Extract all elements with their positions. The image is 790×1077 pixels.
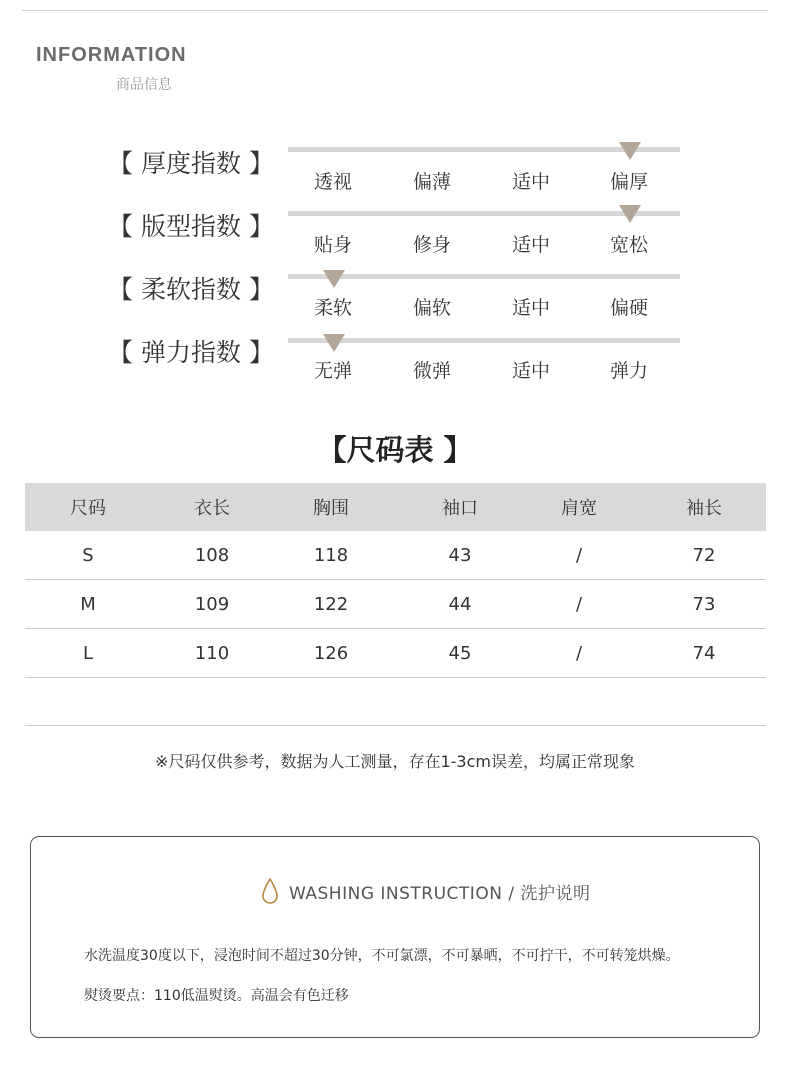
- softness-option: 偏软: [413, 297, 452, 319]
- softness-index-label: 【 柔软指数 】: [108, 275, 274, 304]
- thickness-option: 透视: [314, 171, 353, 193]
- fit-index-label: 【 版型指数 】: [108, 212, 274, 241]
- table-cell: S: [82, 544, 94, 566]
- fit-option: 贴身: [314, 234, 353, 256]
- table-cell: /: [575, 593, 583, 615]
- thickness-option: 偏厚: [610, 171, 649, 193]
- elasticity-option: 适中: [512, 360, 551, 382]
- table-cell: 45: [448, 642, 472, 664]
- table-cell: 109: [194, 593, 230, 615]
- water-drop-icon: [261, 877, 279, 905]
- fit-option: 宽松: [610, 234, 649, 256]
- size-table-title: 【尺码表 】: [317, 433, 473, 467]
- elasticity-option: 弹力: [610, 360, 649, 382]
- table-cell: 43: [448, 544, 472, 566]
- fit-option: 修身: [413, 234, 452, 256]
- table-empty-row: [25, 678, 766, 726]
- table-cell: 108: [194, 544, 230, 566]
- thickness-option: 偏薄: [413, 171, 452, 193]
- elasticity-index-track: [288, 338, 680, 343]
- washing-title: WASHING INSTRUCTION / 洗护说明: [289, 883, 591, 904]
- elasticity-option: 无弹: [314, 360, 353, 382]
- softness-option: 偏硬: [610, 297, 649, 319]
- table-cell: /: [575, 544, 583, 566]
- table-row: [25, 531, 766, 580]
- softness-index-marker: [323, 270, 345, 288]
- thickness-index-marker: [619, 142, 641, 160]
- table-cell: M: [80, 593, 96, 615]
- table-cell: 73: [692, 593, 716, 615]
- softness-option: 适中: [512, 297, 551, 319]
- ironing-text: 熨烫要点：110低温熨烫。高温会有色迁移: [84, 988, 349, 1004]
- thickness-index-label: 【 厚度指数 】: [108, 149, 274, 178]
- table-cell: 72: [692, 544, 716, 566]
- table-cell: 122: [313, 593, 349, 615]
- table-header-cell: 衣长: [194, 498, 230, 519]
- fit-index-marker: [619, 205, 641, 223]
- table-cell: L: [82, 642, 94, 664]
- table-header-cell: 尺码: [70, 498, 106, 519]
- elasticity-index-marker: [323, 334, 345, 352]
- fit-option: 适中: [512, 234, 551, 256]
- table-cell: /: [575, 642, 583, 664]
- table-cell: 74: [692, 642, 716, 664]
- softness-index-track: [288, 274, 680, 279]
- softness-option: 柔软: [314, 297, 353, 319]
- table-header-cell: 袖口: [442, 498, 478, 519]
- washing-instruction-box: [30, 836, 760, 1038]
- table-header-cell: 袖长: [686, 498, 722, 519]
- table-row: [25, 629, 766, 678]
- elasticity-option: 微弹: [413, 360, 452, 382]
- table-cell: 118: [313, 544, 349, 566]
- size-disclaimer: ※尺码仅供参考，数据为人工测量，存在1-3cm误差，均属正常现象: [155, 752, 635, 771]
- table-row: [25, 580, 766, 629]
- washing-heading: [261, 877, 590, 905]
- top-divider: [22, 10, 768, 11]
- section-title: INFORMATION: [36, 44, 187, 66]
- table-cell: 110: [194, 642, 230, 664]
- elasticity-index-label: 【 弹力指数 】: [108, 338, 274, 367]
- section-subtitle: 商品信息: [116, 77, 172, 93]
- table-cell: 126: [313, 642, 349, 664]
- size-table: [25, 483, 766, 726]
- table-header-cell: 肩宽: [561, 498, 597, 519]
- thickness-option: 适中: [512, 171, 551, 193]
- table-header-row: [25, 483, 766, 531]
- washing-temperature-text: 水洗温度30度以下，浸泡时间不超过30分钟，不可氯漂，不可暴晒，不可拧干，不可转笼烘燥。: [84, 948, 680, 964]
- table-header-cell: 胸围: [313, 498, 349, 519]
- table-cell: 44: [448, 593, 472, 615]
